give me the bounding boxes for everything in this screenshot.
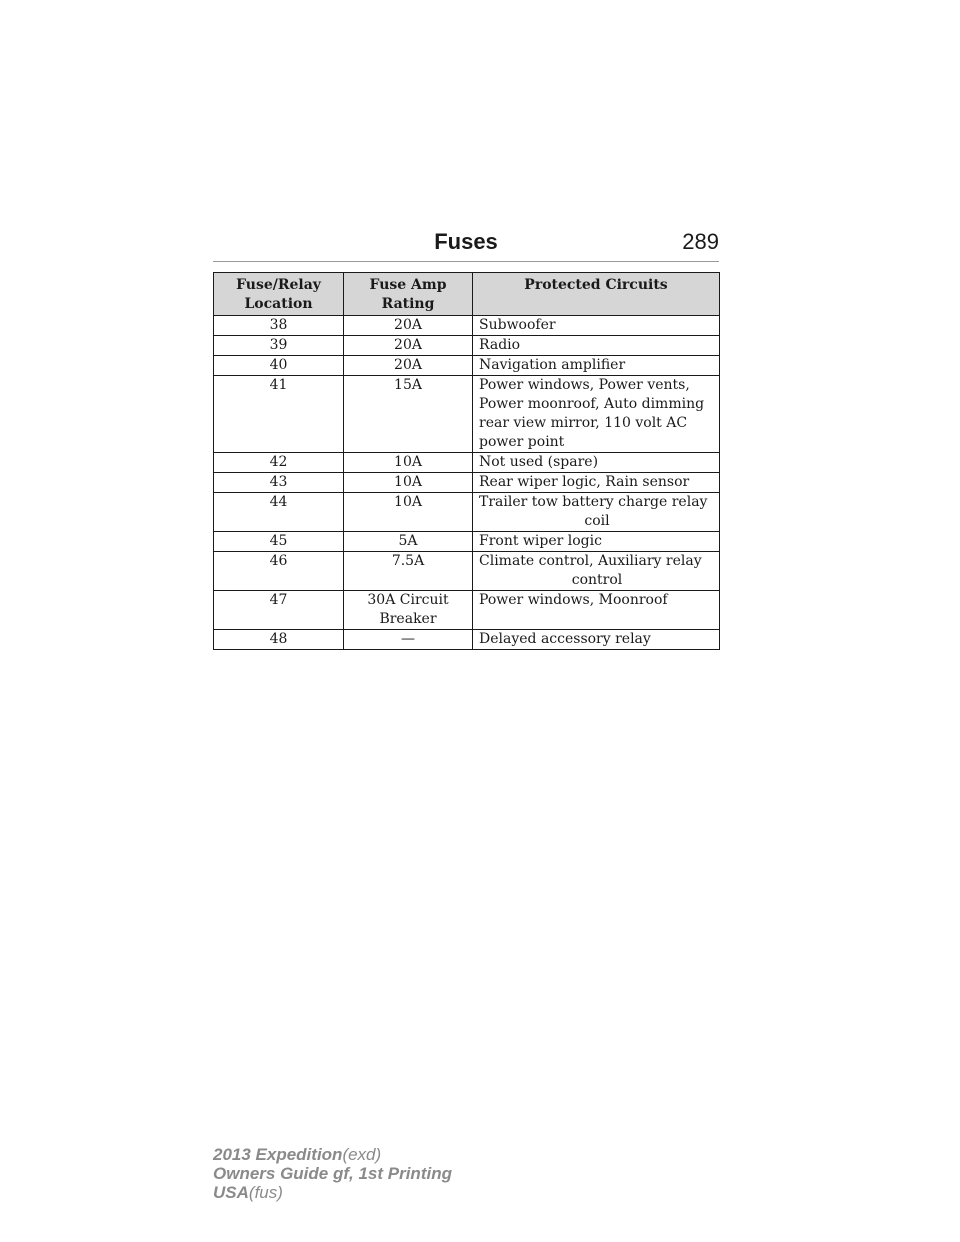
cell-rating-line: 15A [394, 377, 422, 393]
table-row [214, 552, 720, 591]
cell-circuits [473, 316, 720, 336]
cell-circuits-line: Trailer tow battery charge relay [479, 494, 708, 510]
cell-circuits-line: rear view mirror, 110 volt AC [479, 415, 688, 431]
cell-rating-line: — [401, 631, 415, 647]
cell-rating-line: 30A Circuit [367, 592, 449, 608]
cell-rating [344, 532, 473, 552]
page-number: 289 [682, 229, 719, 254]
column-header-circuits [473, 273, 720, 316]
cell-circuits [473, 376, 720, 453]
column-header-line: Fuse Amp [369, 277, 447, 293]
cell-rating [344, 316, 473, 336]
cell-rating [344, 453, 473, 473]
table-row [214, 473, 720, 493]
page-header [213, 227, 719, 262]
document-footer [213, 1145, 452, 1202]
cell-location: 48 [214, 630, 344, 650]
cell-location: 40 [214, 356, 344, 376]
cell-circuits-line: Power moonroof, Auto dimming [479, 396, 705, 412]
cell-location: 41 [214, 376, 344, 453]
cell-rating-line: 10A [394, 454, 422, 470]
cell-circuits [473, 552, 720, 591]
cell-location: 46 [214, 552, 344, 591]
cell-rating [344, 630, 473, 650]
cell-circuits [473, 493, 720, 532]
column-header-line: Rating [381, 296, 435, 312]
cell-circuits-line: control [571, 572, 623, 588]
column-header-rating [344, 273, 473, 316]
cell-location: 39 [214, 336, 344, 356]
cell-circuits-line: Front wiper logic [479, 533, 602, 549]
cell-rating [344, 336, 473, 356]
footer-text: USA [213, 1183, 249, 1202]
cell-rating-line: Breaker [379, 611, 437, 627]
cell-circuits [473, 356, 720, 376]
column-header-location [214, 273, 344, 316]
table-row [214, 316, 720, 336]
cell-rating [344, 591, 473, 630]
table-row [214, 376, 720, 453]
column-header-line: Location [244, 296, 313, 312]
cell-circuits-line: Navigation amplifier [479, 357, 626, 373]
footer-line [213, 1145, 452, 1164]
cell-circuits-line: Not used (spare) [479, 454, 599, 470]
table-row [214, 493, 720, 532]
cell-rating-line: 10A [394, 474, 422, 490]
cell-circuits-line: Subwoofer [479, 317, 556, 333]
cell-circuits [473, 630, 720, 650]
footer-text: 2013 Expedition [213, 1145, 343, 1164]
cell-circuits-line: power point [479, 434, 565, 450]
cell-circuits [473, 336, 720, 356]
cell-rating [344, 493, 473, 532]
cell-rating-line: 10A [394, 494, 422, 510]
cell-rating [344, 473, 473, 493]
column-header-line: Protected Circuits [524, 277, 668, 293]
cell-location: 42 [214, 453, 344, 473]
cell-circuits [473, 453, 720, 473]
cell-circuits-line: Power windows, Power vents, [479, 377, 690, 393]
page-title: Fuses [434, 229, 498, 254]
table-header-row [214, 273, 720, 316]
cell-rating-line: 20A [394, 317, 422, 333]
table-row [214, 532, 720, 552]
cell-location: 47 [214, 591, 344, 630]
footer-code: (exd) [342, 1145, 382, 1164]
cell-rating [344, 356, 473, 376]
cell-circuits [473, 473, 720, 493]
cell-circuits-line: coil [584, 513, 610, 529]
footer-text: Owners Guide gf, 1st Printing [213, 1164, 452, 1183]
table-row [214, 453, 720, 473]
cell-location: 38 [214, 316, 344, 336]
cell-circuits-line: Radio [479, 337, 521, 353]
cell-circuits-line: Climate control, Auxiliary relay [479, 553, 702, 569]
footer-line [213, 1183, 452, 1202]
cell-rating-line: 20A [394, 337, 422, 353]
footer-line [213, 1164, 452, 1183]
table-row [214, 630, 720, 650]
table-row [214, 336, 720, 356]
column-header-line: Fuse/Relay [236, 277, 321, 293]
cell-circuits-line: Rear wiper logic, Rain sensor [479, 474, 690, 490]
cell-rating-line: 20A [394, 357, 422, 373]
cell-circuits-line: Power windows, Moonroof [479, 592, 668, 608]
cell-rating [344, 376, 473, 453]
cell-rating-line: 5A [398, 533, 418, 549]
cell-circuits [473, 532, 720, 552]
footer-code: (fus) [248, 1183, 283, 1202]
table-row [214, 591, 720, 630]
cell-location: 44 [214, 493, 344, 532]
cell-location: 45 [214, 532, 344, 552]
cell-circuits [473, 591, 720, 630]
cell-location: 43 [214, 473, 344, 493]
fuse-table [213, 272, 720, 650]
cell-circuits-line: Delayed accessory relay [479, 631, 651, 647]
cell-rating [344, 552, 473, 591]
cell-rating-line: 7.5A [391, 553, 425, 569]
table-row [214, 356, 720, 376]
